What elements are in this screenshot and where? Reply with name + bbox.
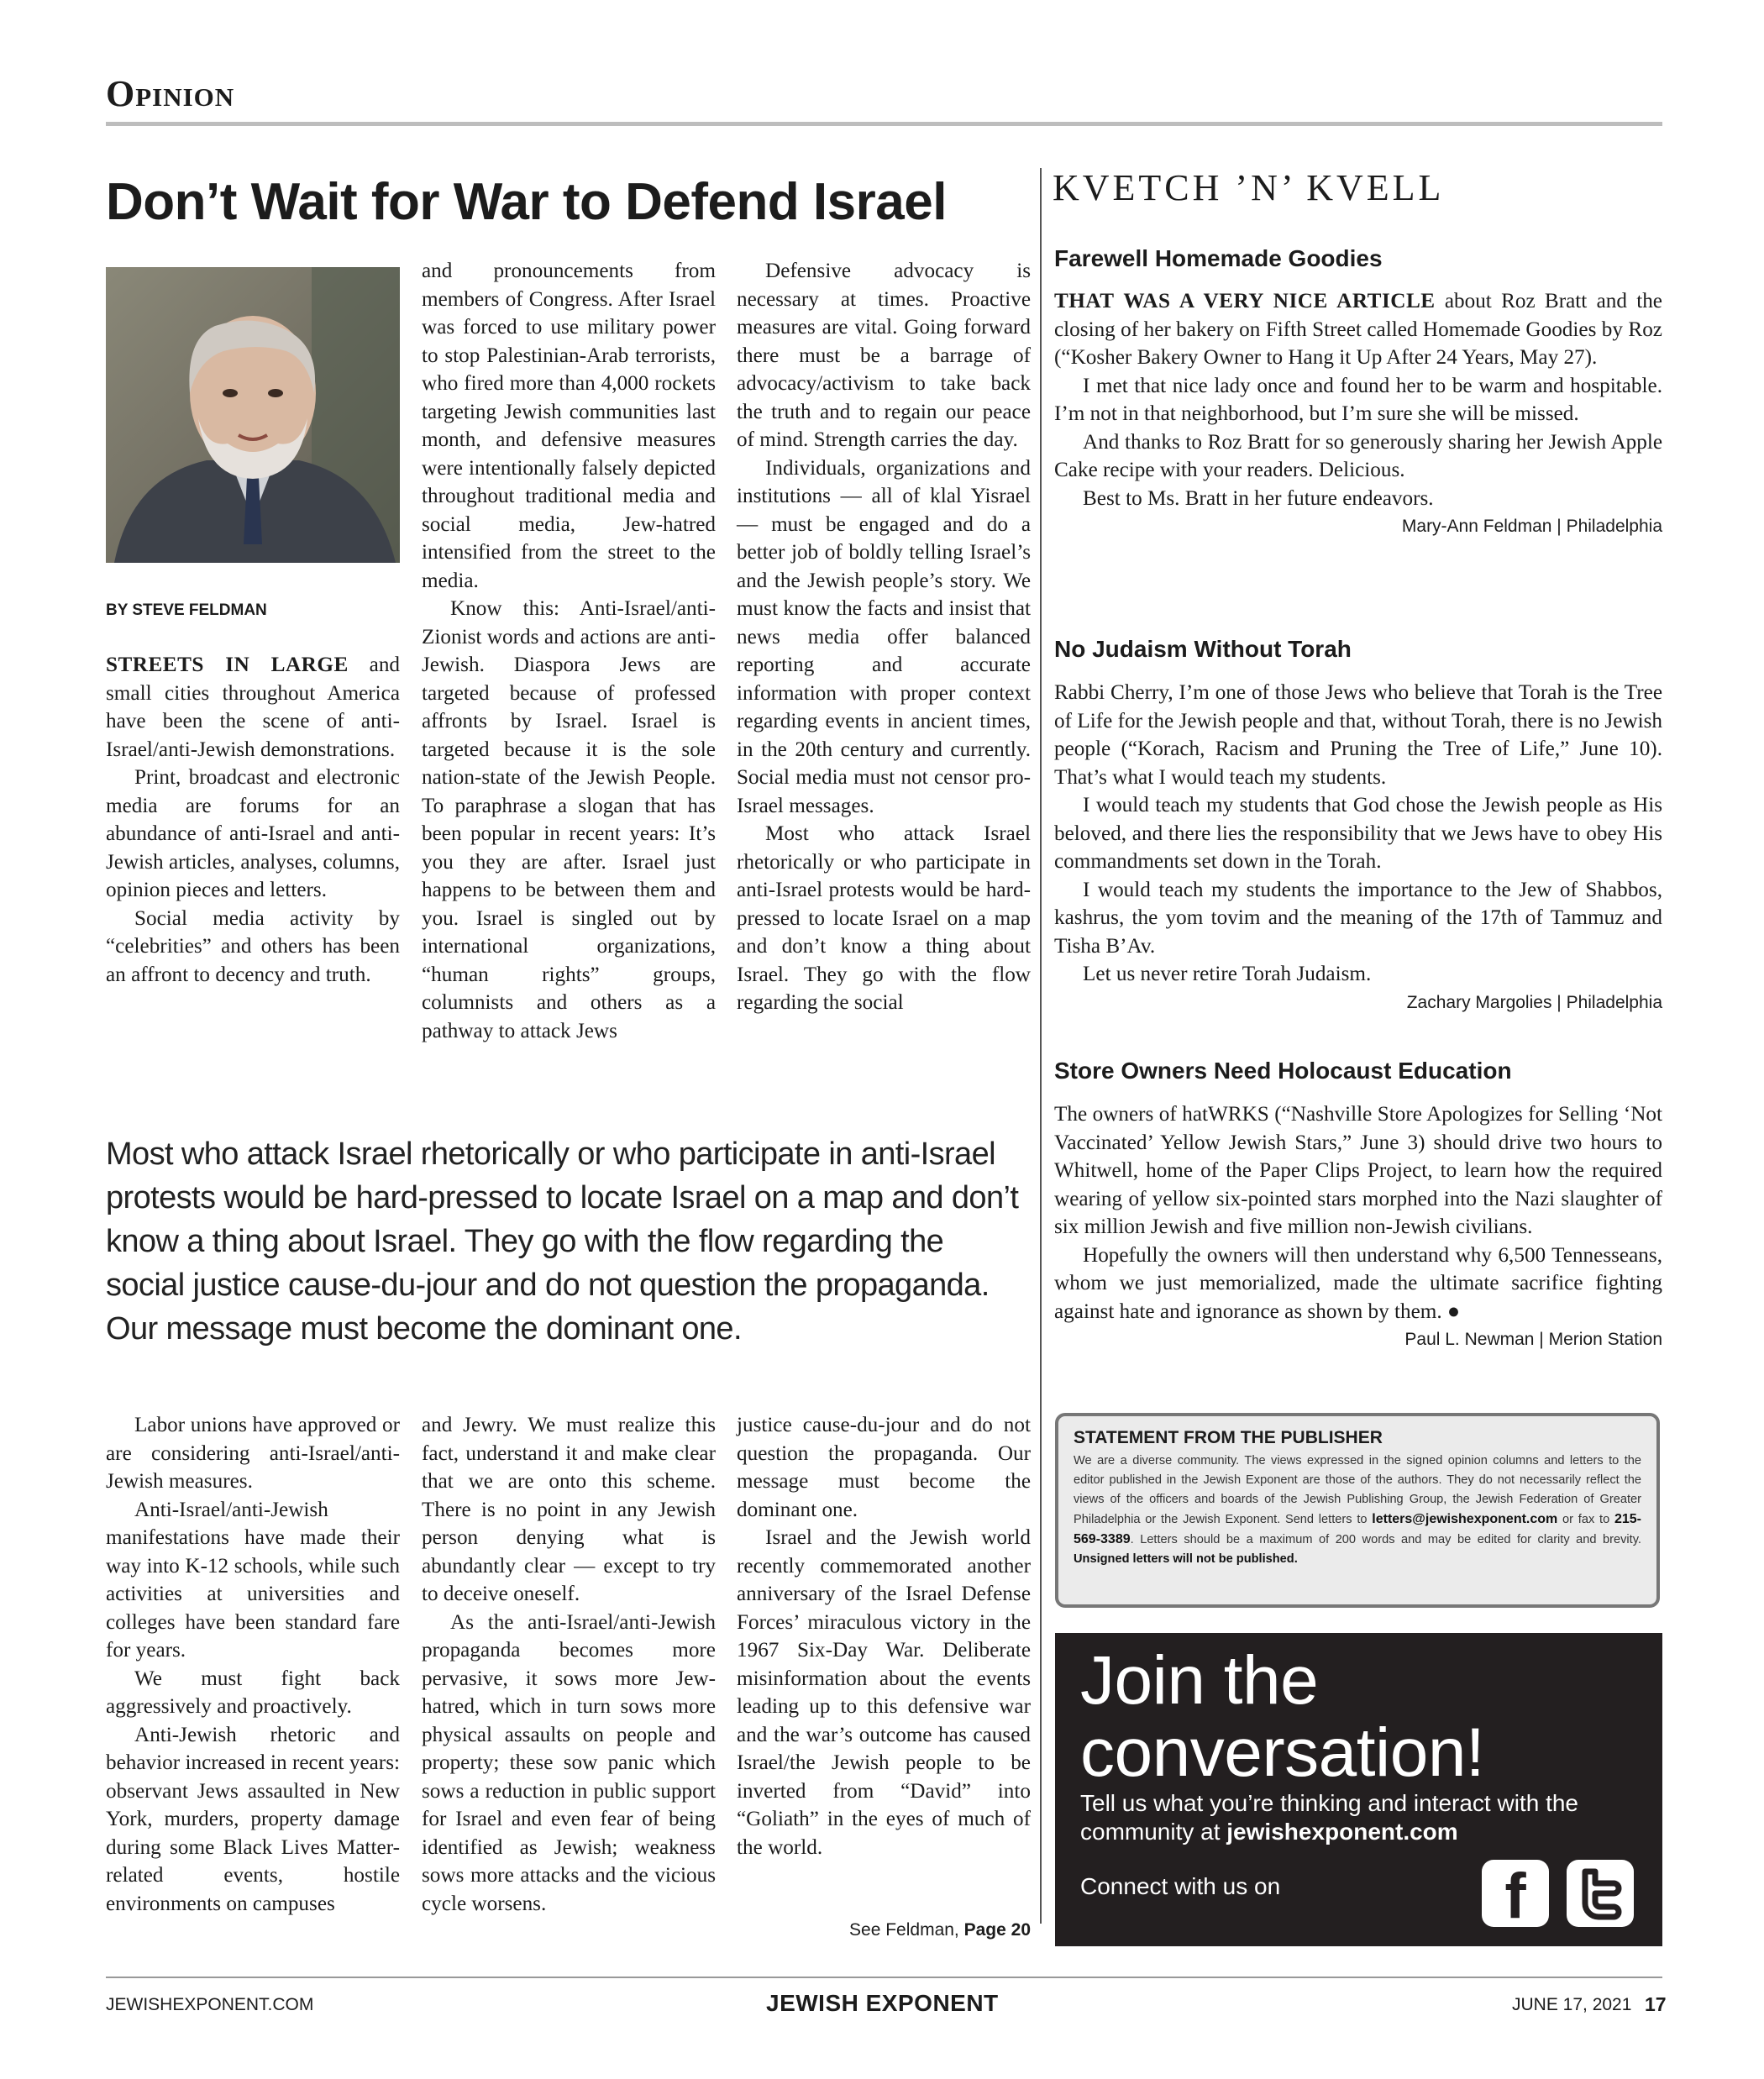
join-site-link[interactable]: jewishexponent.com: [1226, 1819, 1458, 1845]
article-column-5: [422, 1411, 716, 1918]
letters-email-link[interactable]: letters@jewishexponent.com: [1372, 1512, 1558, 1526]
article-paragraph: Labor unions have approved or are considering anti-Israel/anti-Jewish measures.: [106, 1414, 400, 1493]
letter-lead-caps: THAT WAS A VERY NICE ARTICLE: [1054, 290, 1436, 312]
article-paragraph: Social media activity by “celebrities” and others has been an affront to decency and truth.: [106, 906, 400, 986]
column-divider: [1040, 168, 1042, 1924]
pull-quote: Most who attack Israel rhetorically or who participate in anti-Israel protests would be hard-pressed to locate Israel on a map and don’t know a thing about Israel. They go with the flow regarding the social justice cause-du-jour and do not question the propaganda. Our message must become the dominant one.: [106, 1137, 1019, 1347]
article-paragraph: As the anti-Israel/anti-Jewish propaganda becomes more pervasive, it sows more Jew-hatred, which in turn sows more physical assaults on people and property; these sow panic which sows a reduction in public support for Israel and even fear of being identified as Jewish; weakness sows more attacks and the vicious cycle worsens.: [422, 1610, 716, 1915]
article-paragraph: We must fight back aggressively and proactively.: [106, 1667, 400, 1718]
article-lead-caps: STREETS IN LARGE: [106, 654, 349, 676]
letter-paragraph: I would teach my students the importance to the Jew of Shabbos, kashrus, the yom tovim and the meaning of the 17th of Tammuz and Tisha B’Av.: [1054, 878, 1662, 958]
footer-date: JUNE 17, 2021: [1512, 1995, 1632, 2014]
facebook-glyph: f: [1504, 1861, 1526, 1932]
letter-paragraph: I met that nice lady once and found her to be warm and hospitable. I’m not in that neighborhood, but I’m sure she will be missed.: [1054, 374, 1662, 425]
letter-signature: Zachary Margolies | Philadelphia: [1406, 992, 1662, 1012]
article-headline: Don’t Wait for War to Defend Israel: [106, 173, 947, 231]
article-paragraph: and Jewry. We must realize this fact, understand it and make clear that we are onto this scheme. There is no point in any Jewish person denying what is abundantly clear — except to try to deceive oneself.: [422, 1414, 716, 1605]
article-column-2: [422, 257, 716, 1045]
join-conversation-ad: [1055, 1633, 1662, 1946]
join-subtext: Tell us what you’re thinking and interact with the community at jewishexponent.com: [1080, 1790, 1578, 1845]
facebook-icon[interactable]: [1482, 1860, 1549, 1932]
letter-signature: Paul L. Newman | Merion Station: [1404, 1330, 1662, 1349]
article-paragraph: Israel and the Jewish world recently commemorated another anniversary of the Israel Defense Forces’ miraculous victory in the 1967 Six-Day War. Deliberate misinformation about the events leading up to this defensive war and the war’s outcome has caused Israel/the Jewish people to be inverted from “David” into “Goliath” in the eyes of much of the world.: [737, 1526, 1031, 1859]
letter-heading: Store Owners Need Holocaust Education: [1054, 1058, 1512, 1084]
join-heading: Join the conversation!: [1080, 1642, 1485, 1791]
connect-label: Connect with us on: [1080, 1873, 1281, 1899]
continued-page: Page 20: [963, 1920, 1031, 1940]
letter-paragraph: I would teach my students that God chose the Jewish people as His beloved, and there lies the responsibility that we Jews have to obey His commandments set down in the Torah.: [1054, 794, 1662, 873]
letter-paragraph: The owners of hatWRKS (“Nashville Store Apologizes for Selling ‘Not Vaccinated’ Yellow Jewish Stars,” June 3) should drive two hours to Whitwell, home of the Paper Clips Project, to learn how the required wearing of yellow six-pointed stars morphed into the Nazi slaughter of six million Jewish and five million non-Jewish civilians.: [1054, 1103, 1662, 1238]
article-column-4: [106, 1411, 400, 1918]
letter-body: [1054, 287, 1662, 540]
author-photo: [106, 267, 400, 563]
letter-body: [1054, 1100, 1662, 1353]
article-paragraph: and pronouncements from members of Congress. After Israel was forced to use military power to stop Palestinian-Arab terrorists, who fired more than 4,000 rockets targeting Jewish communities last month, and defensive measures were intentionally falsely depicted throughout traditional media and social media, Jew-hatred intensified from the street to the media.: [422, 260, 716, 592]
footer-site[interactable]: JEWISHEXPONENT.COM: [106, 1995, 314, 2014]
article-paragraph: Anti-Jewish rhetoric and behavior increased in recent years: observant Jews assaulted in New York, murders, property damage during some Black Lives Matter-related events, hostile environments on campuses: [106, 1723, 400, 1915]
page-number: 17: [1645, 1993, 1667, 2015]
letter-body: [1054, 679, 1662, 1016]
kvetch-title: KVETCH ’N’ KVELL: [1053, 167, 1445, 208]
publisher-statement-text: We are a diverse community. The views expressed in the signed opinion columns and letters to the editor published in the Jewish Exponent are those of the authors. They do not necessarily reflect the views of the officers and boards of the Jewish Publishing Group, the Jewish Federation of Greater Philadelphia or the Jewish Exponent. Send letters to letters@jewishexponent.com or fax to 215-569-3389. Letters should be a maximum of 200 words and may be edited for clarity and brevity. Unsigned letters will not be published.: [1074, 1454, 1641, 1566]
footer-rule: [106, 1977, 1662, 1978]
fax-number: 215-569-3389: [1074, 1512, 1641, 1546]
footer-publication: JEWISH EXPONENT: [766, 1990, 999, 2016]
article-paragraph: Anti-Israel/anti-Jewish manifestations have made their way into K-12 schools, while such activities at universities and colleges have been standard fare for years.: [106, 1498, 400, 1662]
article-paragraph: justice cause-du-jour and do not question the propaganda. Our message must become the dominant one.: [737, 1414, 1031, 1521]
byline: BY STEVE FELDMAN: [106, 601, 267, 619]
article-column-3: [737, 257, 1031, 1017]
publisher-statement-box: [1055, 1413, 1660, 1608]
letter-signature: Mary-Ann Feldman | Philadelphia: [1401, 517, 1662, 536]
letter-paragraph: And thanks to Roz Bratt for so generously sharing her Jewish Apple Cake recipe with your readers. Delicious.: [1054, 430, 1662, 481]
article-paragraph: Defensive advocacy is necessary at times. Proactive measures are vital. Going forward there must be a barrage of advocacy/activism to take back the truth and to regain our peace of mind. Strength carries the day.: [737, 260, 1031, 451]
article-column-1: [106, 651, 400, 989]
continued-reference[interactable]: See Feldman, Page 20: [849, 1920, 1031, 1940]
letter-heading: Farewell Homemade Goodies: [1054, 245, 1383, 271]
letter-paragraph: Let us never retire Torah Judaism.: [1083, 963, 1372, 985]
letter-paragraph: Best to Ms. Bratt in her future endeavors.: [1083, 486, 1434, 510]
top-rule: [106, 122, 1662, 126]
twitter-icon[interactable]: [1567, 1860, 1634, 1927]
article-paragraph: STREETS IN LARGE and small cities throughout America have been the scene of anti-Israel/anti-Jewish demonstrations.: [106, 654, 401, 761]
letter-heading: No Judaism Without Torah: [1054, 636, 1352, 662]
section-label: Opinion: [106, 73, 235, 114]
article-column-6: [737, 1411, 1031, 1861]
publisher-statement-title: STATEMENT FROM THE PUBLISHER: [1074, 1428, 1383, 1447]
article-paragraph: Most who attack Israel rhetorically or who participate in anti-Israel protests would be hard-pressed to locate Israel on a map and don’t know a thing about Israel. They go with the flow regarding the social: [737, 822, 1031, 1014]
article-paragraph: Individuals, organizations and institutions — all of klal Yisrael — must be engaged and do a better job of boldly telling Israel’s and the Jewish people’s story. We must know the facts and insist that news media offer balanced reporting and accurate information with proper context regarding events in ancient times, in the 20th century and currently. Social media must not censor pro-Israel messages.: [737, 456, 1031, 817]
letter-paragraph: Rabbi Cherry, I’m one of those Jews who believe that Torah is the Tree of Life for the Jewish people and that, without Torah, there is no Jewish people (“Korach, Racism and Pruning the Tree of Life,” June 10). That’s what I would teach my students.: [1054, 681, 1662, 789]
letter-paragraph: THAT WAS A VERY NICE ARTICLE about Roz Bratt and the closing of her bakery on Fifth Street called Homemade Goodies by Roz (“Kosher Bakery Owner to Hang it Up After 24 Years, May 27).: [1054, 290, 1662, 369]
article-paragraph: Know this: Anti-Israel/anti-Zionist words and actions are anti-Jewish. Diaspora Jews are targeted because of professed affronts by Israel. Israel is targeted because it is the sole nation-state of the Jewish People. To paraphrase a slogan that has been popular in recent years: It’s you they are after. Israel just happens to be between them and you. Israel is singled out by international organizations, “human rights” groups, columnists and others as a pathway to attack Jews: [422, 597, 716, 1042]
article-paragraph: Print, broadcast and electronic media are forums for an abundance of anti-Israel and anti-Jewish articles, analyses, columns, opinion pieces and letters.: [106, 766, 400, 901]
letter-paragraph: Hopefully the owners will then understand why 6,500 Tennesseans, whom we just memorialized, made the ultimate sacrifice fighting against hate and ignorance as shown by them. ●: [1054, 1243, 1662, 1323]
